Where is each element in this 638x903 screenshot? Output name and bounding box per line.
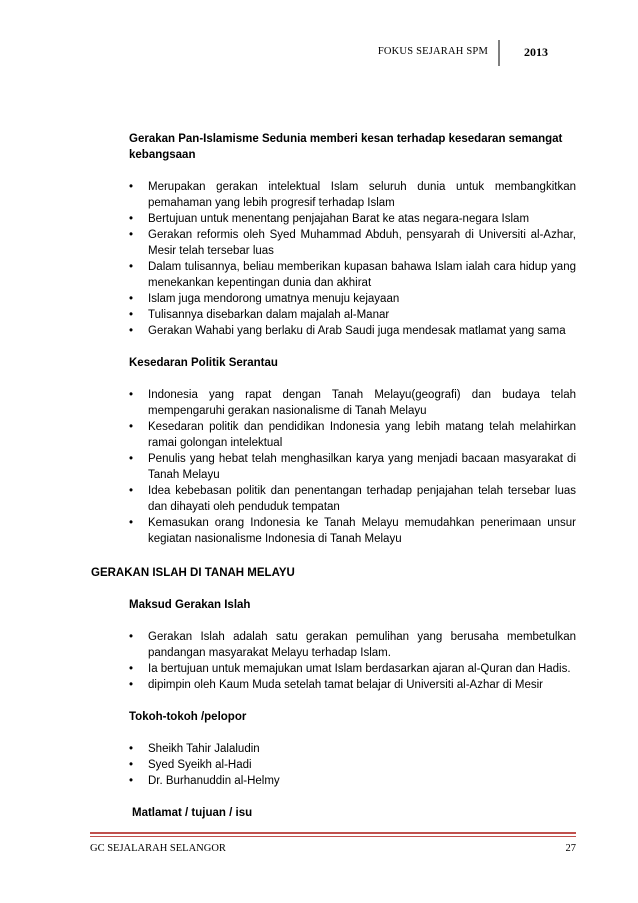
bullet-list	[129, 629, 576, 693]
list-item-text: Penulis yang hebat telah menghasilkan karya yang menjadi bacaan masyarakat di Tanah Melayu	[148, 453, 576, 481]
list-item-text: Dalam tulisannya, beliau memberikan kupasan bahawa Islam ialah cara hidup yang menekankan kepentingan dunia dan akhirat	[148, 261, 576, 289]
section	[0, 709, 638, 789]
list-item	[129, 211, 576, 227]
bullet-icon: •	[129, 181, 134, 193]
bullet-icon: •	[129, 261, 134, 273]
list-item	[129, 387, 576, 419]
bullet-icon: •	[129, 631, 134, 643]
list-item	[129, 483, 576, 515]
bullet-icon: •	[129, 759, 134, 771]
list-item-text: Merupakan gerakan intelektual Islam seluruh dunia untuk membangkitkan pemahaman yang lebih progresif terhadap Islam	[148, 181, 576, 209]
section-heading: Maksud Gerakan Islah	[129, 599, 251, 611]
list-item	[129, 259, 576, 291]
section-heading: Kesedaran Politik Serantau	[129, 357, 278, 369]
bullet-icon: •	[129, 229, 134, 241]
list-item	[129, 515, 576, 547]
bullet-icon: •	[129, 485, 134, 497]
list-item	[129, 451, 576, 483]
list-item-text: Tulisannya disebarkan dalam majalah al-Manar	[148, 309, 390, 321]
section	[0, 597, 638, 693]
list-item	[129, 741, 576, 757]
list-item-text: Indonesia yang rapat dengan Tanah Melayu(geografi) dan budaya telah mempengaruhi gerakan nasionalisme di Tanah Melayu	[148, 389, 576, 417]
bullet-icon: •	[129, 325, 134, 337]
bullet-list	[129, 179, 576, 339]
footer-text: GC SEJALARAH SELANGOR	[90, 843, 226, 854]
section	[0, 131, 638, 339]
list-item-text: dipimpin oleh Kaum Muda setelah tamat belajar di Universiti al-Azhar di Mesir	[148, 679, 544, 691]
section-matlamat	[0, 805, 638, 821]
list-item-text: Ia bertujuan untuk memajukan umat Islam berdasarkan ajaran al-Quran dan Hadis.	[148, 663, 571, 675]
list-item-text: Gerakan reformis oleh Syed Muhammad Abduh, pensyarah di Universiti al-Azhar, Mesir telah tersebar luas	[148, 229, 576, 257]
bullet-list	[129, 741, 576, 789]
list-item	[129, 629, 576, 661]
list-item-text: Bertujuan untuk menentang penjajahan Barat ke atas negara-negara Islam	[148, 213, 530, 225]
bullet-icon: •	[129, 679, 134, 691]
footer-rule-thick	[90, 832, 576, 834]
bullet-icon: •	[129, 517, 134, 529]
list-item-text: Gerakan Islah adalah satu gerakan pemulihan yang berusaha membetulkan pandangan masyarakat Melayu terhadap Islam.	[148, 631, 576, 659]
list-item	[129, 677, 576, 693]
list-item	[129, 291, 576, 307]
section-heading: Gerakan Pan-Islamisme Sedunia memberi kesan terhadap kesedaran semangat kebangsaan	[129, 133, 563, 161]
bullet-icon: •	[129, 213, 134, 225]
list-item-text: Idea kebebasan politik dan penentangan terhadap penjajahan telah tersebar luas dan dihayati oleh penduduk tempatan	[148, 485, 576, 513]
bullet-icon: •	[129, 421, 134, 433]
list-item-text: Sheikh Tahir Jalaludin	[148, 743, 260, 755]
list-item	[129, 757, 576, 773]
list-item-text: Dr. Burhanuddin al-Helmy	[148, 775, 280, 787]
list-item-text: Kesedaran politik dan pendidikan Indonesia yang lebih matang telah melahirkan ramai golongan intelektual	[148, 421, 576, 449]
list-item	[129, 179, 576, 211]
list-item	[129, 773, 576, 789]
section-group-1	[0, 131, 638, 547]
list-item-text: Gerakan Wahabi yang berlaku di Arab Saudi juga mendesak matlamat yang sama	[148, 325, 566, 337]
list-item	[129, 307, 576, 323]
bullet-icon: •	[129, 775, 134, 787]
bullet-icon: •	[129, 453, 134, 465]
bullet-icon: •	[129, 293, 134, 305]
list-item	[129, 661, 576, 677]
bullet-icon: •	[129, 663, 134, 675]
section	[0, 355, 638, 547]
section-heading: Tokoh-tokoh /pelopor	[129, 711, 247, 723]
bullet-icon: •	[129, 389, 134, 401]
list-item-text: Syed Syeikh al-Hadi	[148, 759, 252, 771]
bullet-list	[129, 387, 576, 547]
section-group-2	[0, 597, 638, 789]
list-item-text: Kemasukan orang Indonesia ke Tanah Melayu memudahkan penerimaan unsur kegiatan nasionalisme Indonesia di Tanah Melayu	[148, 517, 576, 545]
main-heading: GERAKAN ISLAH DI TANAH MELAYU	[91, 567, 295, 579]
bullet-icon: •	[129, 743, 134, 755]
list-item	[129, 323, 576, 339]
list-item	[129, 419, 576, 451]
page-content	[0, 131, 638, 821]
header-year: 2013	[524, 45, 548, 59]
page-number: 27	[565, 843, 576, 854]
bullet-icon: •	[129, 309, 134, 321]
header-title: FOKUS SEJARAH SPM	[377, 46, 488, 57]
page-header	[80, 40, 558, 68]
section-heading-matlamat: Matlamat / tujuan / isu	[132, 807, 253, 819]
footer-rule-thin	[90, 836, 576, 837]
header-separator	[498, 40, 500, 66]
list-item	[129, 227, 576, 259]
list-item-text: Islam juga mendorong umatnya menuju kejayaan	[148, 293, 400, 305]
